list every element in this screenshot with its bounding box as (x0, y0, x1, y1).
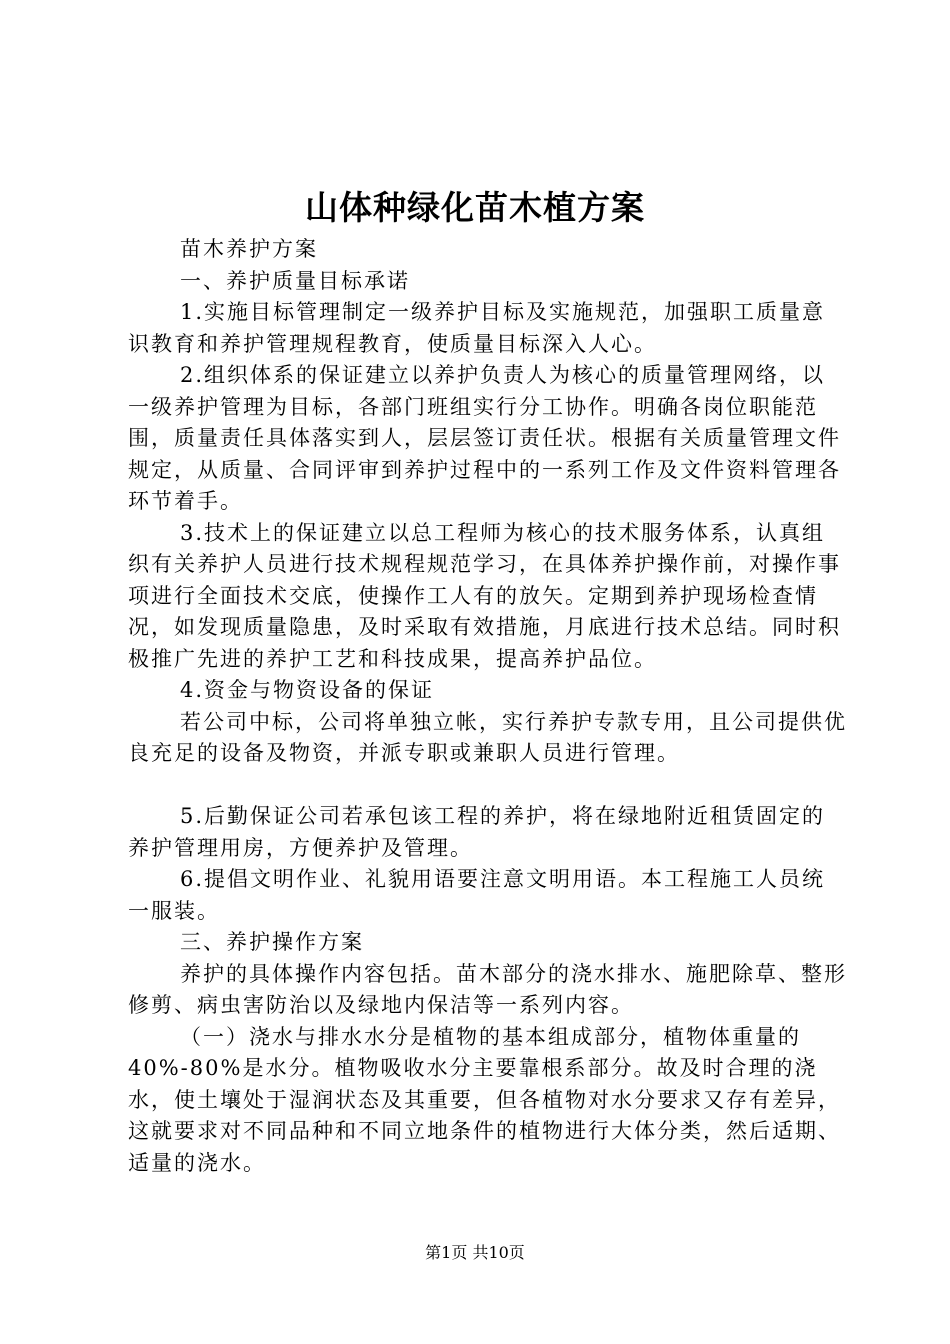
paragraph: 养护的具体操作内容包括。苗木部分的浇水排水、施肥除草、整形修剪、病虫害防治以及绿地内保洁等一系列内容。 (128, 961, 847, 1017)
section-heading: 苗木养护方案 (180, 237, 318, 261)
section-heading: 一、养护质量目标承诺 (180, 268, 410, 293)
paragraph: （一）浇水与排水水分是植物的基本组成部分，植物体重量的40%-80%是水分。植物吸收水分主要靠根系部分。故及时合理的浇水，使土壤处于湿润状态及其重要，但各植物对水分要求又存有差异，这就要求对不同品种和不同立地条件的植物进行大体分类，然后适期、适量的浇水。 (128, 1024, 841, 1175)
paragraph: 2.组织体系的保证建立以养护负责人为核心的质量管理网络，以一级养护管理为目标，各部门班组实行分工协作。明确各岗位职能范围，质量责任具体落实到人，层层签订责任状。根据有关质量管理文件规定，从质量、合同评审到养护过程中的一系列工作及文件资料管理各环节着手。 (128, 363, 841, 513)
paragraph: 3.技术上的保证建立以总工程师为核心的技术服务体系，认真组织有关养护人员进行技术规程规范学习，在具体养护操作前，对操作事项进行全面技术交底，使操作工人有的放矢。定期到养护现场检查情况，如发现质量隐患，及时采取有效措施，月底进行技术总结。同时积极推广先进的养护工艺和科技成果，提高养护品位。 (128, 520, 841, 671)
blank-line (128, 770, 848, 802)
paragraph: 4.资金与物资设备的保证 (180, 678, 435, 702)
paragraph: 6.提倡文明作业、礼貌用语要注意文明用语。本工程施工人员统一服装。 (128, 867, 826, 923)
page-title: 山体种绿化苗木植方案 (305, 188, 645, 227)
paragraph: 若公司中标，公司将单独立帐，实行养护专款专用，且公司提供优良充足的设备及物资，并派专职或兼职人员进行管理。 (128, 709, 847, 765)
paragraph: 1.实施目标管理制定一级养护目标及实施规范，加强职工质量意识教育和养护管理规程教育，使质量目标深入人心。 (128, 300, 826, 356)
document-body (128, 234, 848, 1179)
section-heading: 三、养护操作方案 (180, 930, 364, 954)
paragraph: 5.后勤保证公司若承包该工程的养护，将在绿地附近租赁固定的养护管理用房，方便养护及管理。 (128, 804, 826, 860)
page-footer: 第1页 共10页 (425, 1243, 525, 1262)
